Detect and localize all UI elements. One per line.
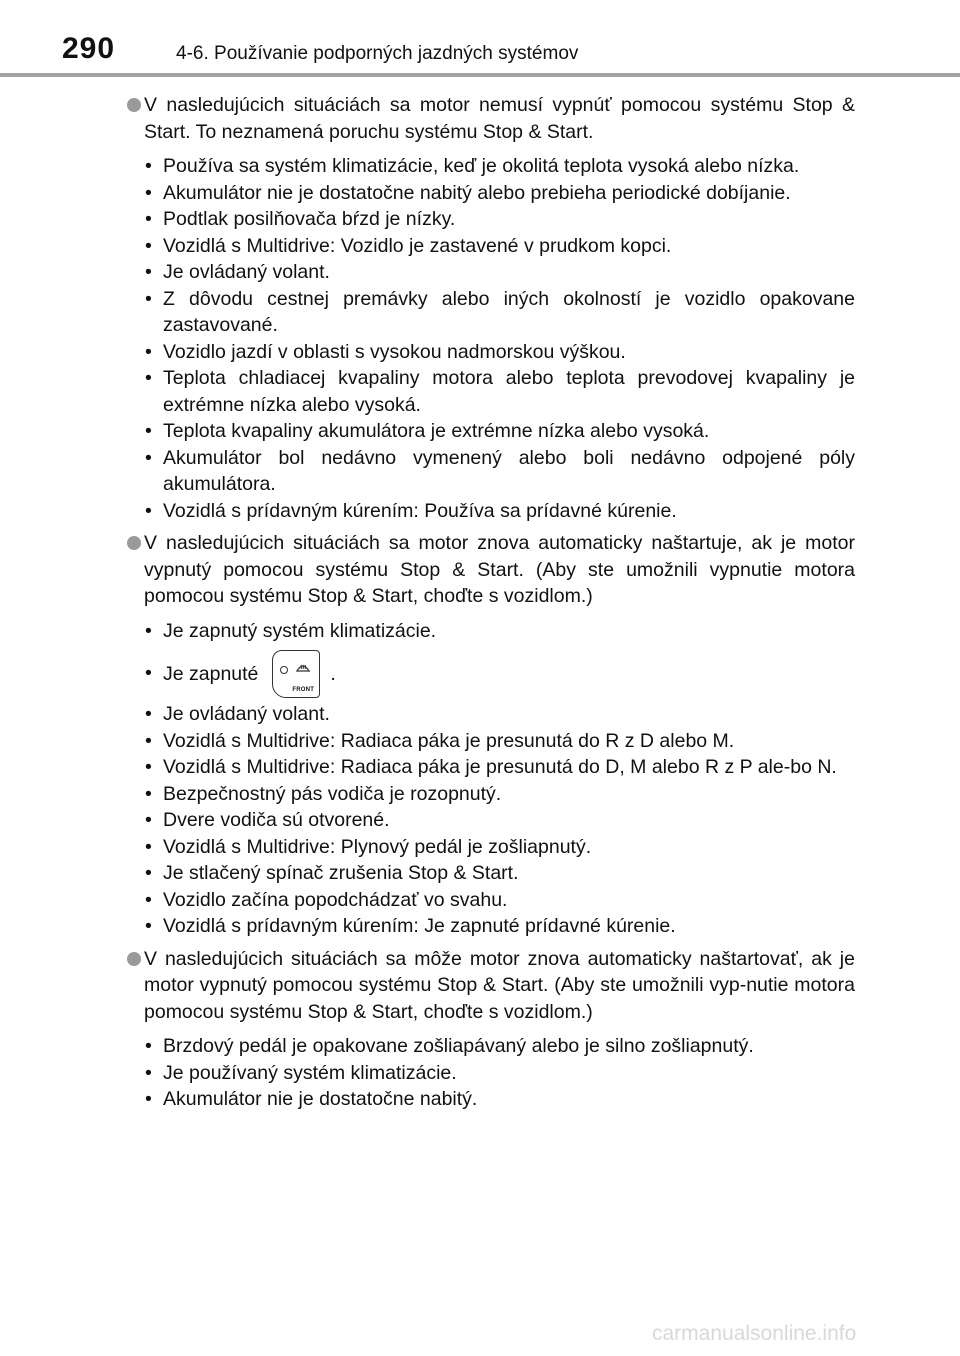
- list-item: • Vozidlá s Multidrive: Radiaca páka je presunutá do R z D alebo M.: [145, 729, 735, 752]
- bullet-dot-icon: [127, 536, 141, 550]
- lead-text-3: V nasledujúcich situáciách sa môže motor znova automaticky naštartovať, ak je motor vypnutý pomocou systému Stop & Start. (Aby ste umožnili vyp-nutie motora pomocou systému Stop & Start, choďte s vozidlom.): [144, 947, 855, 1023]
- list-item: • Je používaný systém klimatizácie.: [145, 1061, 457, 1084]
- page-number: 290: [62, 32, 116, 65]
- front-defroster-button-icon: FRONT: [272, 650, 320, 698]
- bullet-dot-icon: [127, 98, 141, 112]
- list-item: • Vozidlá s Multidrive: Radiaca páka je presunutá do D, M alebo R z P ale-bo N.: [145, 756, 837, 778]
- lead-paragraph-3: [128, 946, 855, 1026]
- lead-paragraph-2: [128, 530, 855, 610]
- list-item: • Podtlak posilňovača bŕzd je nízky.: [145, 208, 456, 230]
- section-title: 4-6. Používanie podporných jazdných systémov: [176, 43, 579, 64]
- bullet-list-1: [128, 153, 855, 524]
- list-item: • Akumulátor nie je dostatočne nabitý.: [145, 1088, 478, 1110]
- list-item: • Je ovládaný volant.: [145, 703, 330, 725]
- list-item: • Vozidlá s Multidrive: Vozidlo je zastavené v prudkom kopci.: [145, 234, 672, 257]
- list-item: • Je stlačený spínač zrušenia Stop & Start.: [145, 862, 519, 884]
- list-item: • Z dôvodu cestnej premávky alebo iných okolností je vozidlo opakovane zastavované.: [145, 287, 855, 336]
- watermark: carmanualsonline.info: [652, 1322, 857, 1345]
- list-item: • Vozidlá s Multidrive: Plynový pedál je zošliapnutý.: [145, 835, 592, 858]
- bullet-dot-icon: [127, 952, 141, 966]
- list-item: • Vozidlá s prídavným kúrením: Používa sa prídavné kúrenie.: [145, 499, 677, 522]
- lead-text-2: V nasledujúcich situáciách sa motor znova automaticky naštartuje, ak je motor vypnutý pomocou systému Stop & Start. (Aby ste umožnili vypnutie motora pomocou systému Stop & Start, choďte s vozidlom.): [144, 532, 855, 607]
- list-item: • Je zapnutý systém klimatizácie.: [145, 619, 437, 642]
- list-item: • Je ovládaný volant.: [145, 261, 330, 283]
- lead-paragraph-1: [128, 92, 855, 145]
- bullet-list-2: [128, 618, 855, 940]
- list-item: • Vozidlá s prídavným kúrením: Je zapnuté prídavné kúrenie.: [145, 915, 676, 937]
- list-item: • Dvere vodiča sú otvorené.: [145, 809, 390, 831]
- list-item: • Akumulátor nie je dostatočne nabitý alebo prebieha periodické dobíjanie.: [145, 181, 791, 204]
- list-item: • Vozidlo začína popodchádzať vo svahu.: [145, 888, 508, 911]
- list-item: • Teplota kvapaliny akumulátora je extrémne nízka alebo vysoká.: [145, 420, 710, 442]
- list-item: • Vozidlo jazdí v oblasti s vysokou nadmorskou výškou.: [145, 340, 626, 363]
- list-item-button: • Je zapnuté FRONT .: [144, 647, 855, 701]
- list-item: • Teplota chladiacej kvapaliny motora alebo teplota prevodovej kvapaliny je extrémne nízka alebo vysoká.: [145, 367, 855, 416]
- lead-text-1: V nasledujúcich situáciách sa motor nemusí vypnúť pomocou systému Stop & Start. To neznamená poruchu systému Stop & Start.: [144, 94, 855, 143]
- list-item: • Akumulátor bol nedávno vymenený alebo boli nedávno odpojené póly akumulátora.: [145, 446, 855, 495]
- list-item: • Používa sa systém klimatizácie, keď je okolitá teplota vysoká alebo nízka.: [145, 155, 800, 177]
- list-item: • Bezpečnostný pás vodiča je rozopnutý.: [145, 782, 502, 805]
- list-item: • Brzdový pedál je opakovane zošliapávaný alebo je silno zošliapnutý.: [145, 1035, 754, 1057]
- page-header: [0, 0, 960, 80]
- bullet-list-3: [128, 1033, 855, 1113]
- header-divider: [0, 73, 960, 77]
- main-content: [128, 92, 855, 1119]
